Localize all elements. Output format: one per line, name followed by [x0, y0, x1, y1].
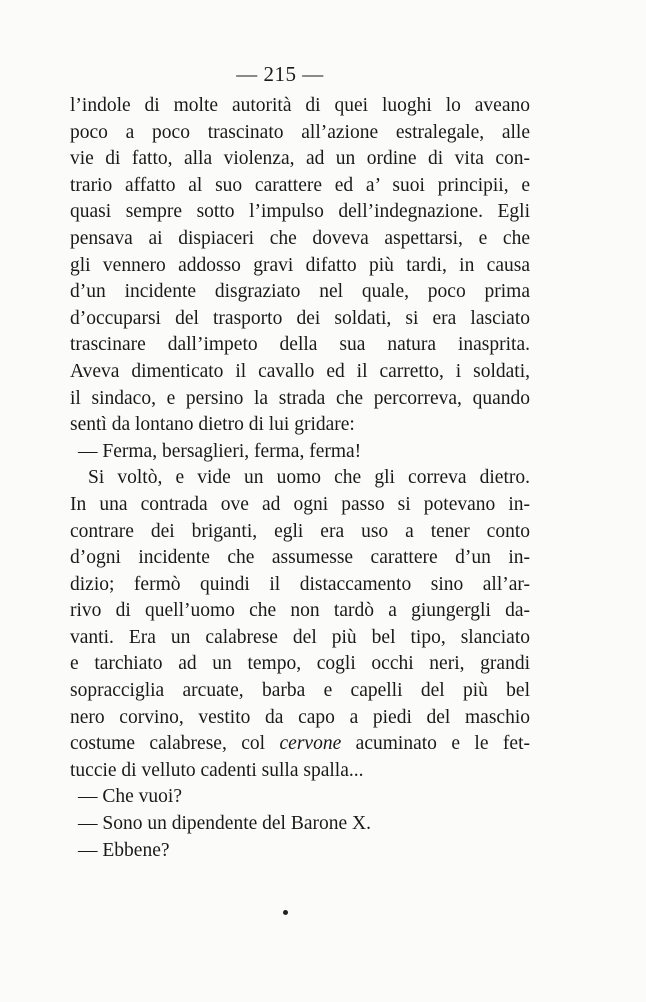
text-line: d’occuparsi del trasporto dei soldati, si era lasciato	[70, 307, 530, 329]
text-line: In una contrada ove ad ogni passo si potevano in-	[70, 493, 530, 515]
text-line: tuccie di velluto cadenti sulla spalla...	[70, 759, 364, 781]
text-line: gli vennero addosso gravi difatto più tardi, in causa	[70, 254, 530, 276]
text-line: rivo di quell’uomo che non tardò a giungergli da-	[70, 600, 530, 622]
dialogue-line: — Sono un dipendente del Barone X.	[78, 813, 371, 835]
text-line: vanti. Era un calabrese del più bel tipo, slanciato	[70, 626, 530, 648]
text-line: trario affatto al suo carattere ed a’ suoi principii, e	[70, 174, 530, 196]
text-line: Aveva dimenticato il cavallo ed il carretto, i soldati,	[70, 360, 530, 382]
text-segment: acuminato e le fet-	[355, 733, 530, 755]
body-text	[70, 93, 530, 864]
text-line: poco a poco trascinato all’azione estralegale, alle	[70, 121, 530, 143]
page-number: — 215 —	[236, 62, 324, 86]
text-line: e tarchiato ad un tempo, cogli occhi neri, grandi	[70, 653, 530, 675]
text-line: d’un incidente disgraziato nel quale, poco prima	[70, 281, 530, 303]
text-line: nero corvino, vestito da capo a piedi del maschio	[70, 706, 530, 728]
italic-word: cervone	[279, 733, 342, 755]
text-line: il sindaco, e persino la strada che percorreva, quando	[70, 387, 530, 409]
ink-speck	[283, 910, 288, 915]
text-line: trascinare dall’impeto della sua natura inasprita.	[70, 334, 530, 356]
text-line: Si voltò, e vide un uomo che gli correva dietro.	[88, 467, 530, 489]
text-line: pensava ai dispiaceri che doveva aspettarsi, e che	[70, 227, 530, 249]
dialogue-line: — Ferma, bersaglieri, ferma, ferma!	[78, 440, 362, 462]
dialogue-line: — Ebbene?	[78, 839, 170, 861]
text-line: sopracciglia arcuate, barba e capelli del più bel	[70, 680, 530, 702]
dialogue-line: — Che vuoi?	[78, 786, 182, 808]
text-line: contrare dei briganti, egli era uso a tener conto	[70, 520, 530, 542]
text-line: dizio; fermò quindi il distaccamento sino all’ar-	[70, 573, 530, 595]
text-line: sentì da lontano dietro di lui gridare:	[70, 414, 355, 436]
text-line: quasi sempre sotto l’impulso dell’indegnazione. Egli	[70, 201, 530, 223]
text-line: d’ogni incidente che assumesse carattere d’un in-	[70, 547, 530, 569]
text-line-with-italic	[70, 731, 530, 758]
text-line: l’indole di molte autorità di quei luoghi lo aveano	[70, 95, 530, 116]
text-segment: costume calabrese, col	[70, 733, 266, 755]
text-line: vie di fatto, alla violenza, ad un ordine di vita con-	[70, 148, 530, 170]
